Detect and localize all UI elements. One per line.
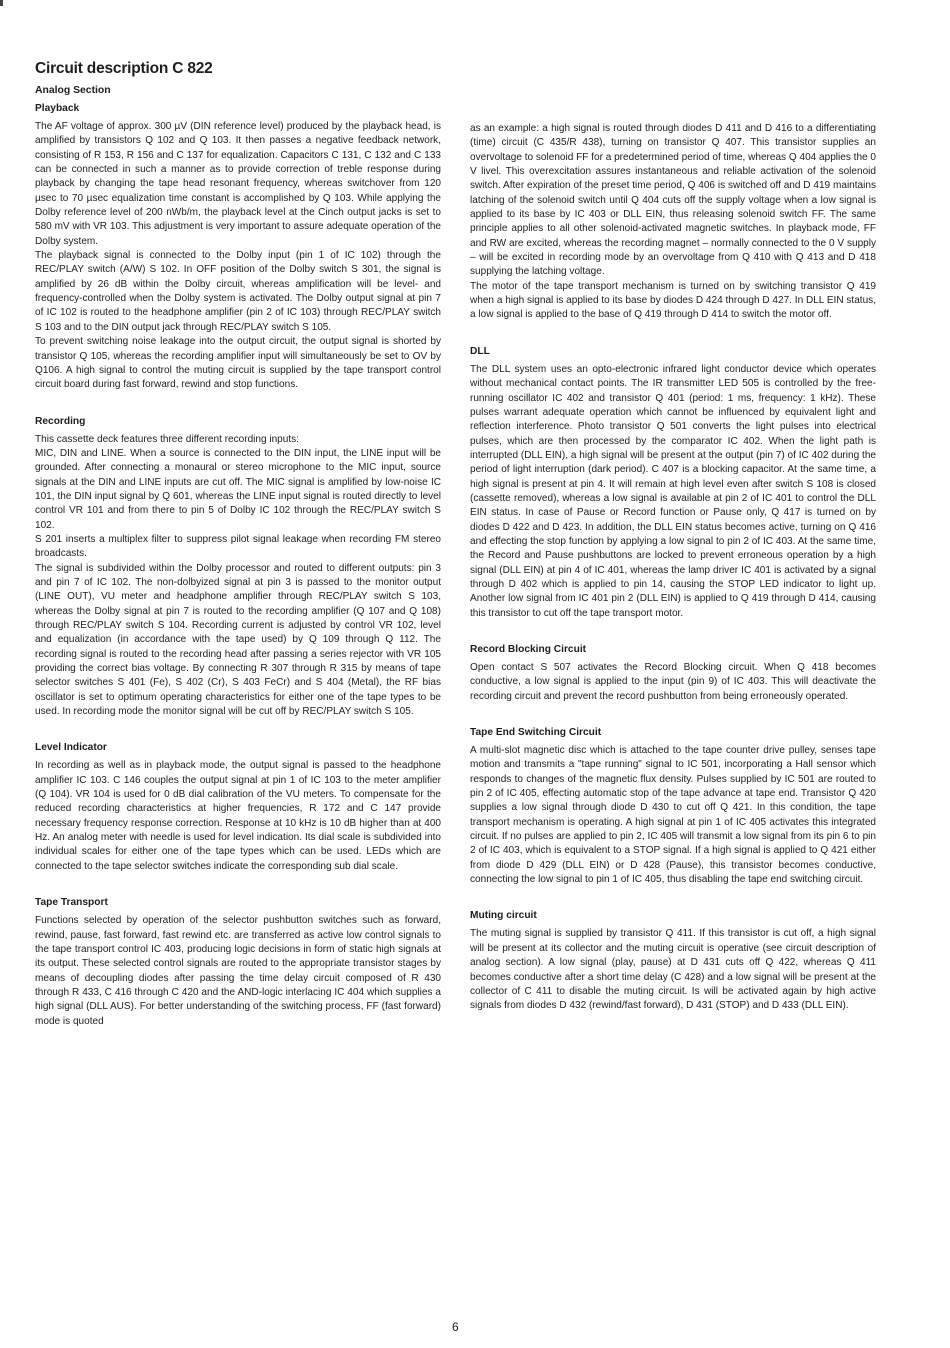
page-number: 6 xyxy=(452,1320,459,1334)
level-indicator-paragraph: In recording as well as in playback mode, the output signal is passed to the headphone amplifier IC 103. C 146 couples the output signal at pin 1 of IC 103 to the meter amplifier (Q 104). VR 104 is used for 0 dB dial calibration of the VU meters. To compensate for the reduced recording characteristics at higher frequencies, R 172 and C 147 provide necessary frequency response correction. Response at 10 kHz is 10 dB higher than at 400 Hz. An analog meter with needle is used for level indication. Its dial scale is subdivided into individual scales for either one of the tape types which can be used. LEDs which are connected to the tape selector switches indicate the corresponding sub dial scale. xyxy=(35,760,441,872)
right-column xyxy=(470,122,876,1014)
left-column xyxy=(35,84,441,1029)
tape-transport-heading: Tape Transport xyxy=(35,897,108,909)
playback-paragraph-2: The playback signal is connected to the Dolby input (pin 1 of IC 102) through the REC/PLAY switch (A/W) S 102. In OFF position of the Dolby switch S 301, the signal is amplified by 26 dB within the Dolby circuit, whereas amplification will be level- and frequency-controlled when the Dolby system is activated. The Dolby output signal at pin 7 of IC 102 is routed to the headphone amplifier (pin 2 of IC 103) through REC/PLAY switch S 103 and to the DIN output jack through REC/PLAY switch S 105. xyxy=(35,250,441,333)
record-blocking-heading: Record Blocking Circuit xyxy=(470,644,587,655)
page-title: Circuit description C 822 xyxy=(35,60,213,77)
tape-transport-continued-1: as an example: a high signal is routed through diodes D 411 and D 416 to a differentiating (time) circuit (C 435/R 438), turning on transistor Q 407. This transistor supplies an overvoltage to solenoid FF for a predetermined period of time, whereas Q 404 applies the 0 V livel. This overexcitation assures instantaneous and reliable activation of the solenoid switch. After expiration of the preset time period, Q 406 is switched off and D 419 maintains latching of the solenoid switch until Q 404 cuts off the supply voltage when a low signal is applied to its base by IC 403 or DLL EIN, thus releasing solenoid switch FF. The same principle applies to all other solenoid-activated magnetic switches. In playback mode, FF and RW are excited, whereas the recording magnet – normally connected to the 0 V supply – will be excited in recording mode by an overvoltage from Q 410 with Q 413 and D 418 supplying the latching voltage. xyxy=(470,123,877,278)
tape-transport-continued-2: The motor of the tape transport mechanism is turned on by switching transistor Q 419 when a high signal is applied to its base by diodes D 424 through D 427. In DLL EIN status, a low signal is applied to the base of Q 419 through D 414 to switch the motor off. xyxy=(470,280,876,321)
muting-heading: Muting circuit xyxy=(470,910,537,922)
recording-paragraph-3: S 201 inserts a multiplex filter to suppress pilot signal leakage when recording FM stereo broadcasts. xyxy=(35,533,441,560)
muting-paragraph: The muting signal is supplied by transistor Q 411. If this transistor is cut off, a high signal will be present at its collector and the muting circuit is operative (see circuit description of analog section). A low signal (play, pause) at D 431 cuts off Q 422, whereas Q 411 becomes conductive after a short time delay (C 428) and a low signal will be present at the collector of C 411 to disable the muting circuit. Is will be activated again by high active signals from diodes D 432 (rewind/fast forward), D 431 (STOP) and D 433 (DLL EIN). xyxy=(470,928,876,1012)
dll-paragraph: The DLL system uses an opto-electronic infrared light conductor device which operates without mechanical contact points. The IR transmitter LED 505 is controlled by the free-running oscillator IC 402 and transistor Q 401 (period: 1 ms, frequency: 1 kHz). These pulses warrant adequate operation which cannot be influenced by equivalent light and reflection interference. Photo transistor Q 501 converts the light pulses into electrical pulses, which are then processed by the comparator IC 402. When the light path is interrupted (DLL EIN), a high signal will be present at the output (pin 7) of IC 402 during the period of light interruption (dark period). C 407 is a blocking capacitor. At the same time, a high signal is present at pin 4. It will remain at high level even after switch S 108 is closed (cassette removed), whereas a low signal is available at pin 2 of IC 401 to control the DLL EIN status. In case of Pause or Record function or Pause only, Q 417 is turned on by diodes D 422 and D 423. In addition, the DLL EIN status becomes active, turning on Q 416 and effecting the stop function by applying a low signal to pin 2 of IC 403. At the same time, the Record and Pause pushbuttons are locked to prevent erroneous operation by a high signal (DLL EIN) at pin 4 of IC 401, whereas the lamp driver IC 401 is activated by a signal through D 402 which is applied to pin 14, causing the STOP LED indicator to light up. Another low signal from IC 401 pin 2 (DLL EIN) is applied to Q 419 through D 414, causing this transistor to cut off the tape transport motor. xyxy=(470,363,876,619)
playback-heading: Playback xyxy=(35,103,80,114)
recording-paragraph-4: The signal is subdivided within the Dolby processor and routed to different outputs: pin 3 and pin 7 of IC 102. The non-dolbyized signal at pin 3 is passed to the monitor output (LINE OUT), VU meter and headphone amplifier through REC/PLAY switch S 103, whereas the Dolby signal at pin 7 is routed to the recording amplifier (Q 107 and Q 108) through REC/PLAY switch S 104. Recording current is adjusted by control VR 102, level and equalization (in accordance with the tape used) by Q 109 through Q 112. The recording signal is routed to the recording head after passing a series rejector with VR 105 providing the correct bias voltage. By connecting R 307 through R 315 by means of tape selector switches S 401 (Fe), S 402 (Cr), S 403 FeCr) and S 404 (Metal), the RF bias oscillator is set to optimum operating characteristics for either one of the tape types to be used. In recording mode the monitor signal will be cut off by REC/PLAY switch S 105. xyxy=(35,562,441,718)
tape-end-heading: Tape End Switching Circuit xyxy=(470,727,602,739)
analog-section-heading: Analog Section xyxy=(35,85,111,96)
level-indicator-heading: Level Indicator xyxy=(35,742,107,754)
dll-heading: DLL xyxy=(470,345,490,357)
tape-transport-paragraph: Functions selected by operation of the selector pushbutton switches such as forward, rewind, pause, fast forward, fast rewind etc. are transferred as active low control signals to the tape transport control IC 403, producing logic decisions in form of static high signals at its output. These selected control signals are routed to the appropriate transistor stages by means of decoupling diodes after passing the time delay circuit composed of R 430 through R 433, C 416 through C 420 and the AND-logic interlacing IC 404 which supplies a high signal (DLL AUS). For better understanding of the switching process, FF (fast forward) mode is quoted xyxy=(35,915,441,1027)
recording-heading: Recording xyxy=(35,415,86,427)
record-blocking-paragraph: Open contact S 507 activates the Record Blocking circuit. When Q 418 becomes conductive, a low signal is applied to the input (pin 9) of IC 403. This will deactivate the recording circuit and prevent the record pushbutton from being erroneously operated. xyxy=(470,662,876,702)
playback-paragraph-3: To prevent switching noise leakage into the output circuit, the output signal is shorted by transistor Q 105, whereas the recording amplifier input will simultaneously be set to OV by Q106. A high signal to control the muting circuit is supplied by the tape transport control circuit board during fast forward, rewind and stop functions. xyxy=(35,336,441,391)
playback-paragraph-1: The AF voltage of approx. 300 µV (DIN reference level) produced by the playback head, is amplified by transistors Q 102 and Q 103. It then passes a negative feedback network, consisting of R 153, R 156 and C 137 for equalization. Capacitors C 131, C 132 and C 133 can be connected in such a manner as to provide correction of treble response during playback by changing the tape head resonant frequency, whereas switchover from 120 µsec to 70 µsec equalization time constant is accomplished by Q 103. While applying the Dolby reference level of 200 nWb/m, the playback level at the Cinch output jacks is set to 580 mV with VR 103. This adjustment is very important to assure adequate operation of the Dolby system. xyxy=(35,121,441,247)
recording-paragraph-1: This cassette deck features three different recording inputs: xyxy=(35,433,299,445)
scan-edge-mark xyxy=(0,0,3,6)
recording-paragraph-2: MIC, DIN and LINE. When a source is connected to the DIN input, the LINE input will be grounded. After connecting a monaural or stereo microphone to the MIC input, source signals at the DIN and LINE inputs are cut off. The MIC signal is amplified by low-noise IC 101, the DIN input signal by Q 601, whereas the LINE input signal is routed directly to level control VR 101 and from there to pin 5 of Dolby IC 102 through the REC/PLAY switch S 102. xyxy=(35,447,441,531)
tape-end-paragraph: A multi-slot magnetic disc which is attached to the tape counter drive pulley, senses tape motion and transmits a "tape running" signal to IC 501, incorporating a Hall sensor which responds to changes of the magnetic flux density. Pulses supplied by IC 501 are routed to pin 2 of IC 405, effecting automatic stop of the tape advance at tape end. Transistor Q 420 supplies a low signal through diode D 430 to cut off Q 421. In this condition, the tape transport mechanism is operating. A high signal at pin 1 of IC 405 activates this integrated circuit. If no pulses are applied to pin 2, IC 405 will transmit a low signal from its pin 6 to pin 2 of IC 403, which is equivalent to a STOP signal. If a high signal is applied to Q 421 either from diode D 429 (DLL EIN) or D 428 (Pause), this transistor becomes conductive, connecting the low signal to pin 1 of IC 405, thus disabling the tape end switching circuit. xyxy=(470,745,876,886)
